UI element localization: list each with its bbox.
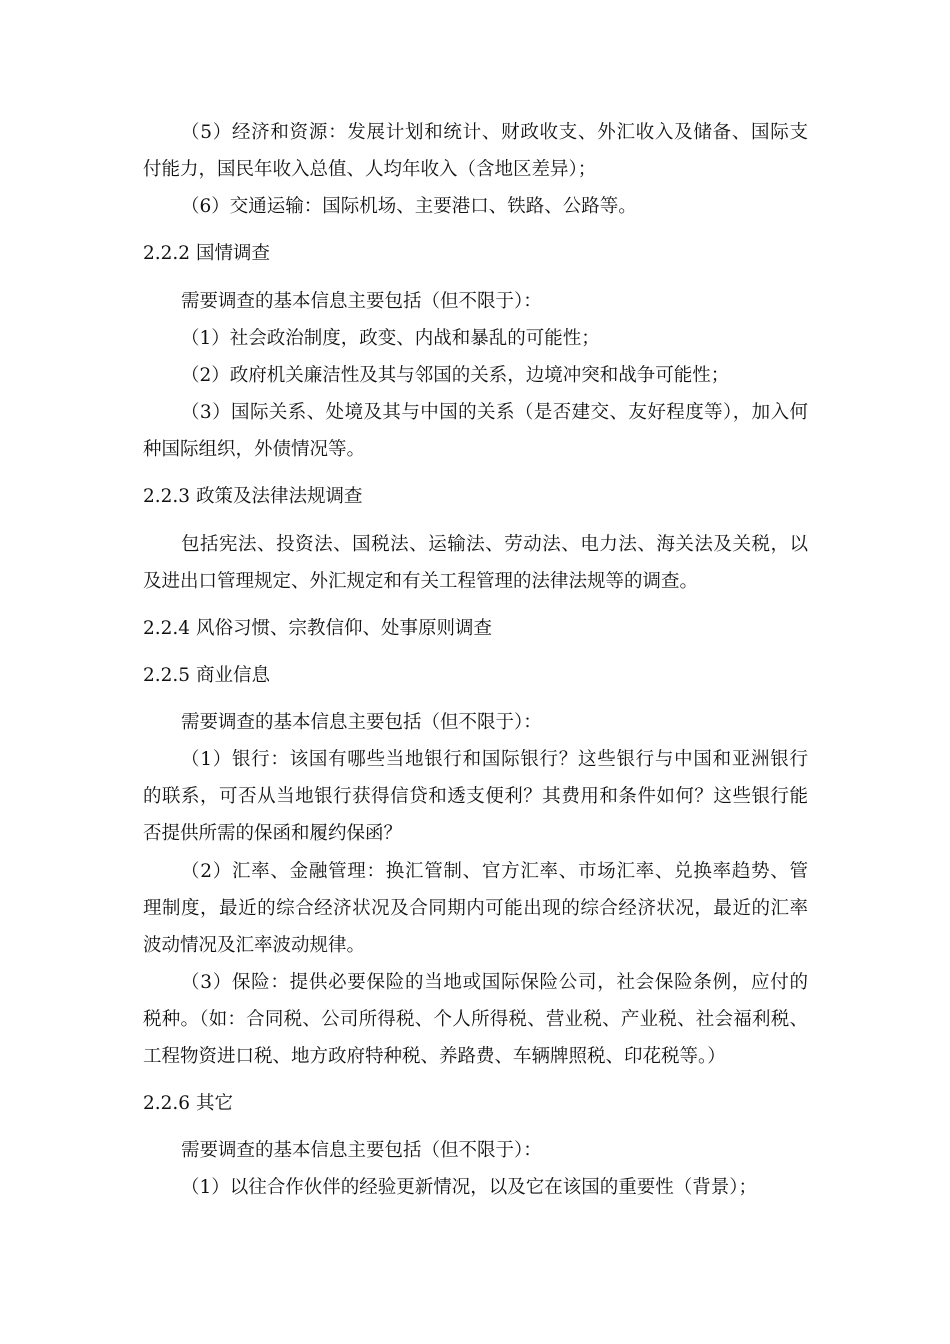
paragraph-line: 及进出口管理规定、外汇规定和有关工程管理的法律法规等的调查。 — [143, 571, 699, 592]
paragraph-line: 税种。（如：合同税、公司所得税、个人所得税、营业税、产业税、社会福利税、 — [143, 1009, 808, 1030]
paragraph-line: 需要调查的基本信息主要包括（但不限于）： — [181, 291, 542, 312]
paragraph-line: （5）经济和资源：发展计划和统计、财政收支、外汇收入及储备、国际支 — [181, 122, 808, 143]
paragraph-line: 工程物资进口税、地方政府特种税、养路费、车辆牌照税、印花税等。） — [143, 1046, 726, 1067]
paragraph-line: （3）保险：提供必要保险的当地或国际保险公司，社会保险条例，应付的 — [181, 972, 808, 993]
paragraph-line: （1）银行：该国有哪些当地银行和国际银行？这些银行与中国和亚洲银行 — [181, 749, 808, 770]
paragraph-line: 理制度，最近的综合经济状况及合同期内可能出现的综合经济状况，最近的汇率 — [143, 898, 808, 919]
paragraph-line: 种国际组织，外债情况等。 — [143, 439, 366, 460]
paragraph-line: （3）国际关系、处境及其与中国的关系（是否建交、友好程度等），加入何 — [181, 402, 808, 423]
paragraph-line: 需要调查的基本信息主要包括（但不限于）： — [181, 712, 542, 733]
section-heading: 2.2.5 商业信息 — [143, 665, 270, 686]
paragraph-line: 包括宪法、投资法、国税法、运输法、劳动法、电力法、海关法及关税，以 — [181, 534, 808, 555]
paragraph-line: （1）社会政治制度，政变、内战和暴乱的可能性； — [181, 328, 600, 349]
paragraph-line: （2）汇率、金融管理：换汇管制、官方汇率、市场汇率、兑换率趋势、管 — [181, 861, 808, 882]
paragraph-line: 需要调查的基本信息主要包括（但不限于）： — [181, 1140, 542, 1161]
paragraph-line: 付能力，国民年收入总值、人均年收入（含地区差异）； — [143, 159, 597, 180]
section-heading: 2.2.2 国情调查 — [143, 243, 270, 264]
paragraph-line: （1）以往合作伙伴的经验更新情况，以及它在该国的重要性（背景）； — [181, 1177, 758, 1198]
section-heading: 2.2.4 风俗习惯、宗教信仰、处事原则调查 — [143, 618, 492, 639]
section-heading: 2.2.6 其它 — [143, 1093, 233, 1114]
paragraph-line: （2）政府机关廉洁性及其与邻国的关系，边境冲突和战争可能性； — [181, 365, 730, 386]
paragraph-line: 的联系，可否从当地银行获得信贷和透支便利？其费用和条件如何？这些银行能 — [143, 786, 808, 807]
paragraph-line: （6）交通运输：国际机场、主要港口、铁路、公路等。 — [181, 196, 637, 217]
paragraph-line: 否提供所需的保函和履约保函？ — [143, 823, 403, 844]
paragraph-line: 波动情况及汇率波动规律。 — [143, 935, 366, 956]
section-heading: 2.2.3 政策及法律法规调查 — [143, 486, 363, 507]
